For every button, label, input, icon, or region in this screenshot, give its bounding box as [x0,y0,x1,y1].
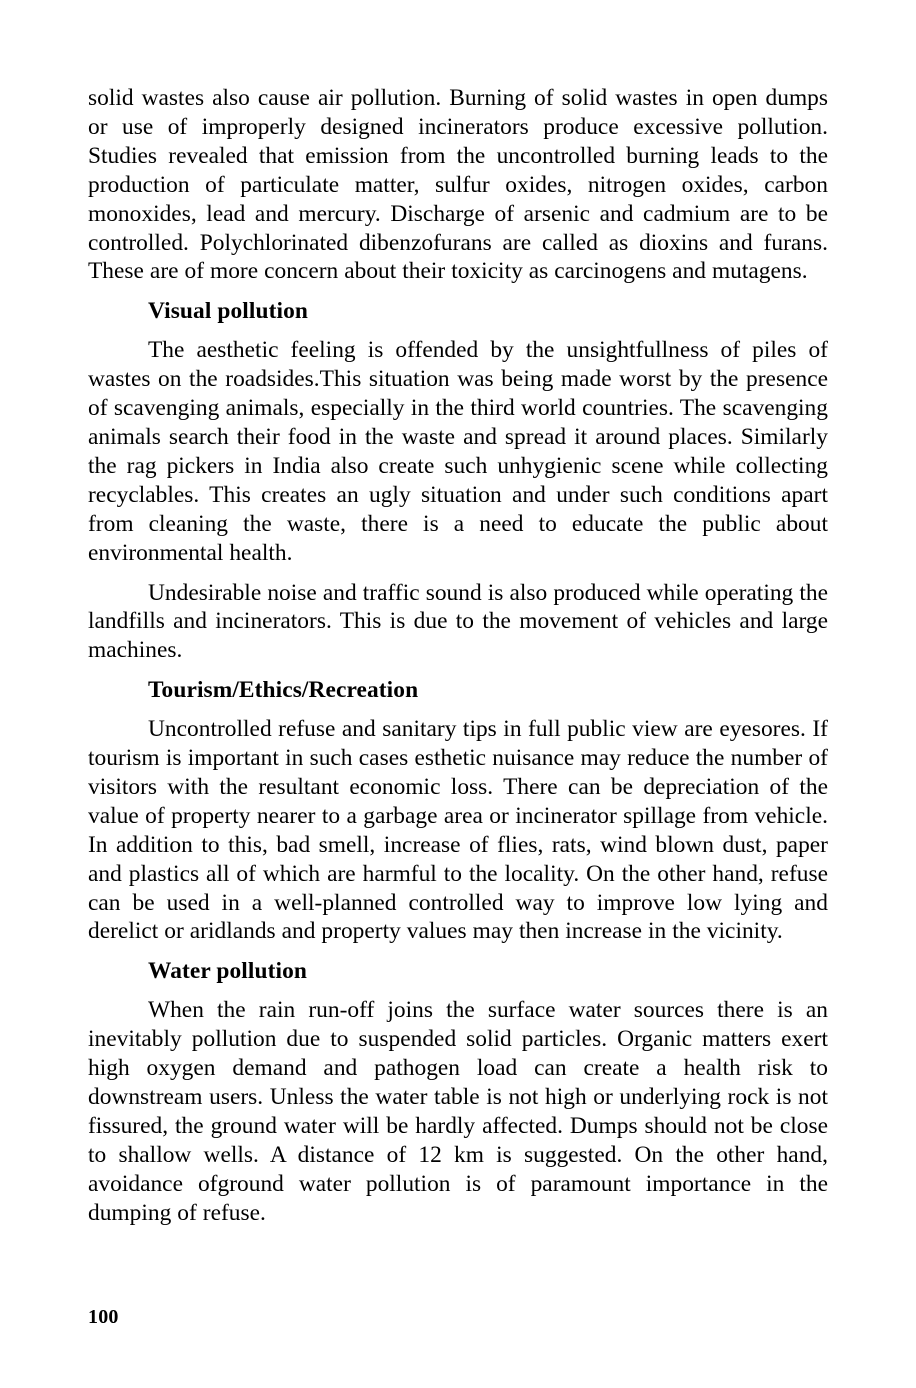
spacer [88,286,828,297]
paragraph-aesthetic-feeling: The aesthetic feeling is offended by the unsightfullness of piles of wastes on the roadsides.This situation was being made worst by the presence of scavenging animals, especially in the third world countries. The scavenging animals search their food in the waste and spread it around places. Similarly the rag pickers in India also create such unhygienic scene while collecting recyclables. This creates an ugly situation and under such conditions apart from cleaning the waste, there is a need to educate the public about environmental health. [88,337,828,566]
heading-water-pollution: Water pollution [148,958,307,985]
spacer [88,665,828,676]
spacer [88,705,828,715]
heading-visual-pollution: Visual pollution [148,298,308,325]
paragraph-air-pollution: solid wastes also cause air pollution. Burning of solid wastes in open dumps or use of improperly designed incinerators produce excessive pollution. Studies revealed that emission from the uncontrolled burning leads to the production of particulate matter, sulfur oxides, nitrogen oxides, carbon monoxides, lead and mercury. Discharge of arsenic and cadmium are to be controlled. Polychlorinated dibenzofurans are called as dioxins and furans. These are of more concern about their toxicity as carcinogens and mutagens. [88,85,828,285]
spacer [88,946,828,957]
heading-tourism-ethics-recreation: Tourism/Ethics/Recreation [148,677,419,704]
page-number: 100 [88,1306,119,1328]
paragraph-uncontrolled-refuse: Uncontrolled refuse and sanitary tips in full public view are eyesores. If tourism is important in such cases esthetic nuisance may reduce the number of visitors with the resultant economic loss. There can be depreciation of the value of property nearer to a garbage area or incinerator spillage from vehicle. In addition to this, bad smell, increase of flies, rats, wind blown dust, paper and plastics all of which are harmful to the locality. On the other hand, refuse can be used in a well-planned controlled way to improve low lying and derelict or aridlands and property values may then increase in the vicinity. [88,716,828,945]
page-content-column [88,84,828,1228]
spacer [88,326,828,336]
paragraph-water-pollution: When the rain run-off joins the surface water sources there is an inevitably pollution due to suspended solid particles. Organic matters exert high oxygen demand and pathogen load can create a health risk to downstream users. Unless the water table is not high or underlying rock is not fissured, the ground water will be hardly affected. Dumps should not be close to shallow wells. A distance of 12 km is suggested. On the other hand, avoidance ofground water pollution is of paramount importance in the dumping of refuse. [88,997,828,1226]
spacer [88,986,828,996]
paragraph-undesirable-noise: Undesirable noise and traffic sound is also produced while operating the landfills and incinerators. This is due to the movement of vehicles and large machines. [88,579,828,664]
spacer [88,568,828,579]
